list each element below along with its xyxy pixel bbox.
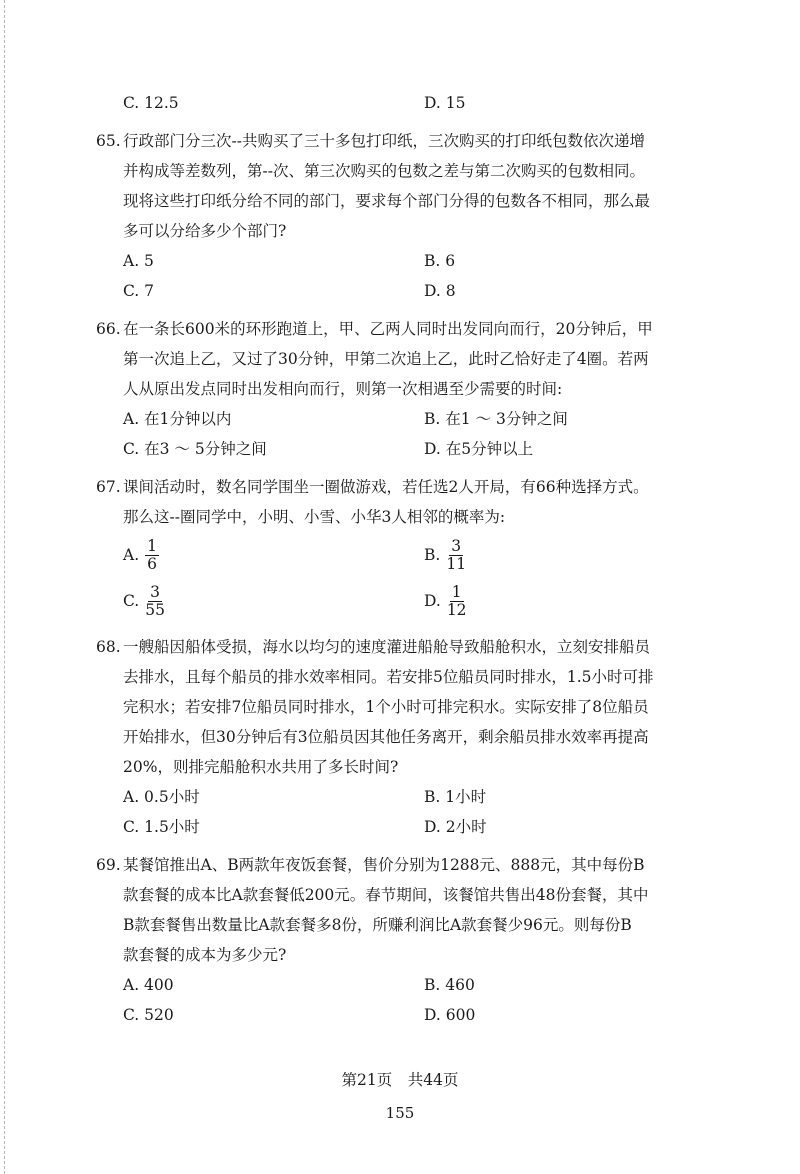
- question-text-line: 多可以分给多少个部门?: [123, 222, 287, 240]
- question-number: 69.: [96, 856, 121, 874]
- binding-edge-line: [4, 0, 6, 1174]
- fraction: [145, 584, 165, 619]
- option-label: C.: [123, 592, 140, 610]
- question-text-line: 一艘船因船体受损，海水以均匀的速度灌进船舱导致船舱积水，立刻安排船员: [123, 638, 651, 656]
- option-c: C. 12.5: [123, 94, 179, 112]
- question-text-line: 那么这--圈同学中，小明、小雪、小华3人相邻的概率为:: [123, 508, 506, 526]
- option-label: B.: [424, 546, 441, 564]
- question-text-line: 款套餐的成本比A款套餐低200元。春节期间，该餐馆共售出48份套餐，其中: [123, 886, 649, 904]
- question-68: [96, 632, 706, 842]
- option-d: D. 15: [424, 94, 466, 112]
- question-text-line: 行政部门分三次--共购买了三十多包打印纸，三次购买的打印纸包数依次递增: [123, 132, 645, 150]
- option-d: D. 在5分钟以上: [424, 440, 534, 458]
- option-label: D.: [424, 592, 441, 610]
- question-text-line: B款套餐售出数量比A款套餐多8份，所赚利润比A款套餐少96元。则每份B: [123, 916, 632, 934]
- question-text-line: 人从原出发点同时出发相向而行，则第一次相遇至少需要的时间:: [123, 380, 563, 398]
- question-number: 66.: [96, 320, 121, 338]
- question-69: [96, 850, 706, 1030]
- answer-options: [96, 782, 706, 842]
- question-number: 65.: [96, 132, 121, 150]
- option-c: C. 7: [123, 282, 155, 300]
- fraction-numerator: 3: [451, 536, 462, 555]
- fraction-denominator: 12: [446, 600, 467, 619]
- question-text-line: 在一条长600米的环形跑道上，甲、乙两人同时出发同向而行，20分钟后，甲: [123, 320, 653, 338]
- fraction-denominator: 6: [147, 554, 157, 573]
- answer-options: [96, 970, 706, 1030]
- option-a: A. 5: [123, 252, 154, 270]
- question-text-line: 开始排水，但30分钟后有3位船员因其他任务离开，剩余船员排水效率再提高: [123, 728, 649, 746]
- fraction: [446, 538, 466, 573]
- question-67: [96, 472, 706, 624]
- option-d: [424, 578, 725, 624]
- question-text-line: 现将这些打印纸分给不同的部门，要求每个部门分得的包数各不相同，那么最: [123, 192, 651, 210]
- page-footer-label: 第21页 共44页: [341, 1071, 459, 1089]
- option-b: [424, 532, 725, 578]
- option-c: [123, 578, 424, 624]
- fraction-denominator: 55: [145, 600, 165, 619]
- option-c: C. 520: [123, 1006, 174, 1024]
- exam-page: [96, 88, 706, 1030]
- option-a: A. 400: [123, 976, 174, 994]
- page-number: 155: [385, 1104, 415, 1122]
- question-text-line: 某餐馆推出A、B两款年夜饭套餐，售价分别为1288元、888元，其中每份B: [123, 856, 645, 874]
- fraction-numerator: 3: [150, 582, 161, 601]
- question-text-line: 款套餐的成本为多少元?: [123, 946, 287, 964]
- question-number: 67.: [96, 478, 121, 496]
- fraction-denominator: 11: [446, 554, 467, 573]
- answer-options: [96, 404, 706, 464]
- question-65: [96, 126, 706, 306]
- option-b: B. 1小时: [424, 788, 487, 806]
- fraction-numerator: 1: [147, 536, 157, 555]
- fraction-numerator: 1: [451, 582, 462, 601]
- option-b: B. 6: [424, 252, 456, 270]
- question-text-line: 课间活动时，数名同学围坐一圈做游戏，若任选2人开局，有66种选择方式。: [123, 478, 649, 496]
- top-options: [96, 88, 706, 118]
- question-number: 68.: [96, 638, 121, 656]
- answer-options: [96, 246, 706, 306]
- option-label: A.: [123, 546, 140, 564]
- option-d: D. 8: [424, 282, 456, 300]
- option-d: D. 2小时: [424, 818, 487, 836]
- question-text-line: 去排水，且每个船员的排水效率相同。若安排5位船员同时排水，1.5小时可排: [123, 668, 654, 686]
- question-text-line: 20%，则排完船舱积水共用了多长时间?: [123, 758, 399, 776]
- question-text-line: 完积水；若安排7位船员同时排水，1个小时可排完积水。实际安排了8位船员: [123, 698, 649, 716]
- option-b: B. 在1 ～ 3分钟之间: [424, 410, 568, 428]
- answer-options: [96, 532, 706, 624]
- option-a: [123, 532, 424, 578]
- option-b: B. 460: [424, 976, 475, 994]
- question-text-line: 第一次追上乙，又过了30分钟，甲第二次追上乙，此时乙恰好走了4圈。若两: [123, 350, 649, 368]
- option-a: A. 在1分钟以内: [123, 410, 232, 428]
- fraction: [447, 584, 467, 619]
- fraction: [145, 538, 159, 573]
- option-a: A. 0.5小时: [123, 788, 200, 806]
- option-c: C. 在3 ～ 5分钟之间: [123, 440, 267, 458]
- option-c: C. 1.5小时: [123, 818, 200, 836]
- question-66: [96, 314, 706, 464]
- option-d: D. 600: [424, 1006, 476, 1024]
- question-text-line: 并构成等差数列，第--次、第三次购买的包数之差与第二次购买的包数相同。: [123, 162, 645, 180]
